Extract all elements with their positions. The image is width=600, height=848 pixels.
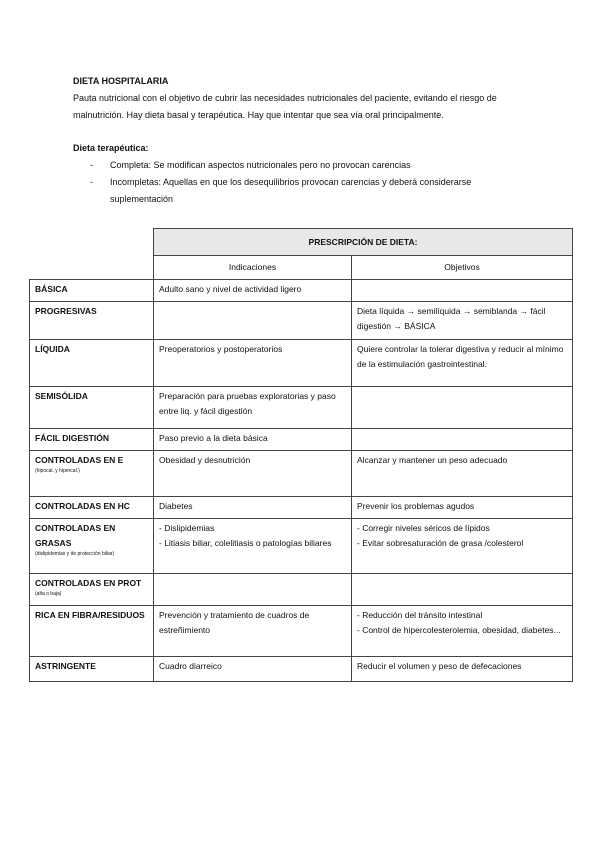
objetivo-text: Reducir el volumen y peso de defecaciones <box>357 661 522 671</box>
list-item: - Incompletas: Aquellas en que los desequilibrios provocan carencias y deberá considerarse suplementación <box>73 174 533 208</box>
table-row <box>30 302 573 340</box>
table-row <box>30 519 573 574</box>
objetivos-cell <box>352 280 573 302</box>
indicaciones-cell <box>154 497 352 519</box>
row-label-cell <box>30 657 154 682</box>
diet-prescription-table <box>29 228 573 682</box>
indicacion-text: Adulto sano y nivel de actividad ligero <box>159 284 302 294</box>
row-label-cell <box>30 519 154 574</box>
objetivo-text: - Reducción del tránsito intestinal <box>357 610 483 620</box>
indicacion-text: Preparación para pruebas exploratorias y paso entre liq. y fácil digestión <box>159 391 336 416</box>
objetivo-text: Prevenir los problemas agudos <box>357 501 475 511</box>
column-header-indicaciones: Indicaciones <box>154 256 352 280</box>
objetivo-text: Quiere controlar la tolerar digestiva y reducir al mínimo de la estimulación gastrointestinal. <box>357 344 564 369</box>
document-title: DIETA HOSPITALARIA <box>73 76 169 86</box>
table-body <box>30 280 573 682</box>
row-label: ASTRINGENTE <box>35 661 96 671</box>
objetivo-text: Dieta líquida → semilíquida → semiblanda → fácil digestión → BÁSICA <box>357 306 546 331</box>
row-label-cell <box>30 340 154 387</box>
objetivo-text: - Corregir niveles séricos de lípidos <box>357 523 490 533</box>
row-label: CONTROLADAS EN GRASAS <box>35 523 116 548</box>
row-label-cell <box>30 574 154 606</box>
objetivo-text: - Control de hipercolesterolemia, obesidad, diabetes... <box>357 625 561 635</box>
objetivos-cell <box>352 451 573 497</box>
intro-paragraph: Pauta nutricional con el objetivo de cubrir las necesidades nutricionales del paciente, evitando el riesgo de malnutrición. Hay dieta basal y terapéutica. Hay que intentar que sea vía oral principalmente. <box>73 93 497 120</box>
row-label-cell <box>30 497 154 519</box>
objetivos-cell <box>352 519 573 574</box>
indicacion-text: Paso previo a la dieta básica <box>159 433 268 443</box>
row-label: CONTROLADAS EN PROT <box>35 578 142 588</box>
prescription-header: PRESCRIPCIÓN DE DIETA: <box>154 229 573 256</box>
therapeutic-subtitle: Dieta terapéutica: <box>73 143 149 153</box>
empty-corner <box>30 229 154 280</box>
row-sublabel: (hipocal. y hipercal.) <box>35 468 80 474</box>
objetivos-cell <box>352 574 573 606</box>
list-item: - Completa: Se modifican aspectos nutricionales pero no provocan carencias <box>73 157 533 174</box>
indicaciones-cell <box>154 387 352 429</box>
objetivos-cell <box>352 657 573 682</box>
row-label: PROGRESIVAS <box>35 306 97 316</box>
row-label-cell <box>30 451 154 497</box>
row-label: FÁCIL DIGESTIÓN <box>35 433 109 443</box>
indicaciones-cell <box>154 280 352 302</box>
row-label: BÁSICA <box>35 284 68 294</box>
table-row <box>30 280 573 302</box>
indicaciones-cell <box>154 340 352 387</box>
column-header-objetivos: Objetivos <box>352 256 573 280</box>
objetivo-text: - Evitar sobresaturación de grasa /colesterol <box>357 538 524 548</box>
objetivos-cell <box>352 429 573 451</box>
intro-section <box>73 73 533 208</box>
table-row <box>30 451 573 497</box>
indicaciones-cell <box>154 657 352 682</box>
indicacion-text: Prevención y tratamiento de cuadros de estreñimiento <box>159 610 310 635</box>
indicacion-text: Preoperatorios y postoperatorios <box>159 344 283 354</box>
table-row <box>30 429 573 451</box>
row-label: RICA EN FIBRA/RESIDUOS <box>35 610 145 620</box>
objetivos-cell <box>352 387 573 429</box>
row-label: CONTROLADAS EN HC <box>35 501 130 511</box>
objetivo-text: Alcanzar y mantener un peso adecuado <box>357 455 508 465</box>
indicaciones-cell <box>154 429 352 451</box>
table-row <box>30 340 573 387</box>
row-label-cell <box>30 302 154 340</box>
objetivos-cell <box>352 497 573 519</box>
table-row <box>30 387 573 429</box>
table-row <box>30 574 573 606</box>
objetivos-cell <box>352 340 573 387</box>
indicaciones-cell <box>154 519 352 574</box>
indicaciones-cell <box>154 606 352 657</box>
indicacion-text: - Litiasis biliar, colelitiasis o patologías biliares <box>159 538 332 548</box>
row-label-cell <box>30 387 154 429</box>
row-label-cell <box>30 429 154 451</box>
row-label: CONTROLADAS EN E <box>35 455 124 465</box>
indicacion-text: Cuadro diarreico <box>159 661 222 671</box>
row-label: LÍQUIDA <box>35 344 70 354</box>
indicaciones-cell <box>154 451 352 497</box>
table-row <box>30 606 573 657</box>
indicacion-text: Obesidad y desnutrición <box>159 455 251 465</box>
objetivos-cell <box>352 302 573 340</box>
row-label-cell <box>30 606 154 657</box>
objetivos-cell <box>352 606 573 657</box>
row-label: SEMISÓLIDA <box>35 391 88 401</box>
therapeutic-list <box>73 157 533 208</box>
table-row <box>30 657 573 682</box>
indicaciones-cell <box>154 302 352 340</box>
indicacion-text: - Dislipidemias <box>159 523 215 533</box>
indicacion-text: Diabetes <box>159 501 193 511</box>
indicaciones-cell <box>154 574 352 606</box>
row-label-cell <box>30 280 154 302</box>
row-sublabel: (alta o baja) <box>35 591 62 597</box>
table-row <box>30 497 573 519</box>
row-sublabel: (dislipidemias y de protección biliar) <box>35 551 115 557</box>
